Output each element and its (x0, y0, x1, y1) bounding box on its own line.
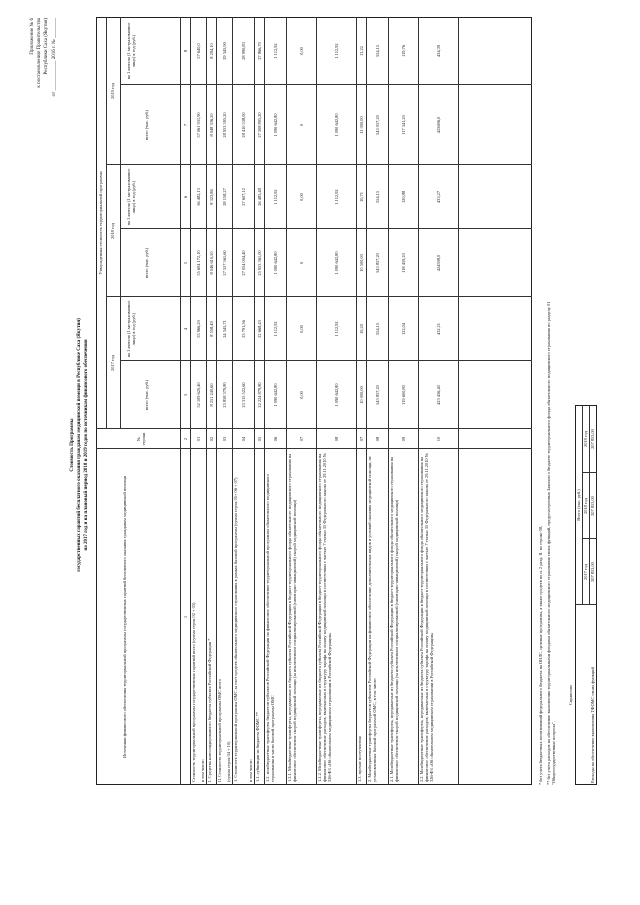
row-value-cell: 122,04 (400, 322, 406, 336)
total-2018-header: всего (тыс. руб.) (144, 247, 149, 279)
row-value-cell: 1 090 642,80 (272, 383, 278, 407)
col-num-4: 4 (183, 327, 188, 331)
row-value-cell: 1 112,92 (333, 189, 339, 205)
row-value-cell: 1 090 642,80 (272, 251, 278, 275)
source-column-header: Источники финансового обеспечения территориальной программы государственных гарантий бесплатного оказания гражданам медицинской помощи (122, 476, 127, 758)
row-label: II. Стоимость территориальной программы ОМС всего (217, 678, 222, 782)
row-value-cell: 433,27 (435, 190, 441, 204)
row-value-cell: 10,20 (358, 324, 364, 334)
row-number: 05 (256, 436, 262, 442)
col-num-7: 7 (183, 123, 188, 127)
date-line: от ____________ 2016 г. № ________ (52, 18, 57, 97)
row-value-cell: 27 866,70 (256, 42, 262, 60)
row-label: 1. Стоимость территориальной программы ОМС за счет средств обязательного медицинского страхования в рамках базовой программы (сумма строк 05+ 06 + 07) (233, 477, 238, 782)
col-num-2: 2 (183, 437, 188, 441)
reference-year-2018: 2018 год (583, 498, 588, 514)
row-value-cell: 23 315 522,60 (240, 382, 246, 408)
row-number: 07 (298, 436, 304, 442)
row-value-cell: 543 857,20 (374, 253, 380, 273)
reference-table (568, 405, 598, 785)
row-value-cell: 119 600,80 (400, 385, 406, 405)
row-value-cell: 0,00 (298, 325, 304, 333)
row-value-cell: 8 294,10 (208, 43, 214, 59)
row-value-cell: 0 (298, 261, 304, 265)
row-value-cell: 8 323,86 (208, 189, 214, 205)
row-value-cell: 0,00 (298, 391, 304, 399)
row-value-cell: 120,88 (400, 190, 406, 204)
row-value-cell: 56 482,13 (195, 188, 201, 206)
col-num-3: 3 (183, 393, 188, 397)
row-value-cell: 117 341,20 (400, 115, 406, 135)
row-value-cell: 434,39 (435, 44, 441, 58)
row-value-cell: 8 046 610,50 (208, 251, 214, 275)
row-value-cell: 10 500,00 (358, 254, 364, 272)
row-value-cell: 1 090 642,80 (333, 113, 339, 137)
reference-value-2017: 207 853,00 (590, 562, 595, 582)
row-value-cell: 28 158,27 (221, 188, 227, 206)
footnote-1: * без учета бюджетных ассигнований федерального бюджета на ОНЛС, целевые программы, а также средств по п. 2 разд. II. по строке 08, (538, 525, 543, 785)
row-value-cell: 11 000,00 (358, 116, 364, 134)
row-value-cell: 1 112,92 (272, 43, 278, 59)
reference-row-label: Расходы на обеспечение выполнения ТФОМС своих функций (590, 667, 595, 783)
row-label: 1.2.1. Межбюджетные трансферты, передаваемые из бюджета субъекта Российской Федерации в бюджет территориального фонда обязательного медицинского страхования на финансовое обеспечение скорой медицинской помощи (за исключением специализированной (санитарно-авиационной) скорой медицинской помощи) (287, 453, 297, 782)
year-2019-header: 2019 год (110, 83, 115, 99)
row-value-cell: 27 054 004,40 (240, 250, 246, 276)
row-value-cell: 27 557 561,60 (221, 250, 227, 276)
row-value-cell: 11,22 (358, 46, 364, 56)
row-value-cell: 118 459,20 (400, 253, 406, 273)
row-number-header: № строки (136, 432, 146, 446)
reference-value-2019: 207 853,00 (590, 429, 595, 449)
row-value-cell: 1 112,92 (272, 321, 278, 337)
row-value-cell: 423 456,40 (435, 385, 441, 405)
row-number: 08 (374, 436, 380, 442)
row-number: 01 (195, 436, 201, 442)
per-person-2019-header: на 1 жителя (1 застрахованное лицо) в год (руб.) (126, 22, 136, 80)
reference-year-2019: 2019 год (583, 431, 588, 447)
row-value-cell: 8 048 336,50 (208, 113, 214, 137)
reference-total-header: Всего (тыс. руб.) (576, 489, 581, 521)
row-value-cell: 27 607,12 (240, 188, 246, 206)
col-num-5: 5 (183, 261, 188, 265)
row-number: 08 (333, 436, 339, 442)
row-value-cell: 432,11 (435, 323, 441, 335)
row-value-cell: 8 251 240,60 (208, 383, 214, 407)
row-value-cell: 26 483,48 (256, 188, 262, 206)
row-number: 06 (272, 436, 278, 442)
row-value-cell: 10,71 (358, 192, 364, 202)
row-value-cell: 554,15 (374, 190, 380, 204)
row-value-cell: 1 112,92 (333, 43, 339, 59)
row-sublabel: в том числе: (200, 759, 205, 782)
footnote-2: ** без учета расходов на обеспечение выполнения территориальными фондами обязательного медицинского страхования своих функций, предусмотренных Законом о бюджете территориального фонда обязательного медицинского страхования по разделу 01 "Общегосударственные вопросы". (546, 301, 556, 785)
row-label: 2.2. Межбюджетные трансферты, передаваемые из бюджета субъекта Российской Федерации в бюджет территориального фонда обязательного медицинского страхования на финансовое обеспечение расходов, включаемых в структуру тарифа на оплату медицинской помощи в соответствии с частью 7 статьи 35 Федерального закона от 29.11.2010 № 326-ФЗ «Об обязательном медицинском страховании в Российской Федерации» (419, 453, 434, 782)
title-line-3: на 2017 год и на плановый период 2018 и 2019 годов по источникам финансового обеспечения (84, 339, 89, 551)
row-value-cell: 55 604 172,10 (195, 250, 201, 276)
row-label: Стоимость территориальной программы государственных гарантий всего (сумма строк 02 + 03) (191, 602, 196, 782)
row-value-cell: 0 (298, 123, 304, 127)
total-2017-header: всего (тыс. руб.) (144, 379, 149, 411)
row-value-cell: 1 090 642,80 (333, 251, 339, 275)
row-value-cell: 22 668,43 (256, 320, 262, 338)
republic-line: Республики Саха (Якутия) (44, 18, 49, 75)
resolution-line: к постановлению Правительства (37, 18, 42, 88)
row-value-cell: 28 953 595,20 (221, 112, 227, 138)
row-value-cell: 1 112,92 (272, 189, 278, 205)
reference-value-2018: 207 853,00 (590, 496, 595, 516)
row-number: 02 (208, 436, 214, 442)
row-value-cell: 53 966,20 (195, 320, 201, 338)
reference-year-2017: 2017 год (583, 564, 588, 580)
row-value-cell: 1 090 642,80 (333, 383, 339, 407)
row-value-cell: 52 109 620,40 (195, 382, 201, 408)
row-label: 2. Межбюджетные трансферты бюджетов субъектов Российской Федерации на финансовое обеспечение дополнительных видов и условий оказания медицинской помощи, не установленных базовой программой ОМС, в том числе: (367, 456, 377, 782)
row-label: 1.2. межбюджетные трансферты бюджетов субъектов Российской Федерации на финансовое обеспечение территориальной программы обязательного медицинского страхования в части базовой программы ОМС (265, 474, 275, 782)
year-2017-header: 2017 год (110, 355, 115, 371)
row-value-cell: 23 791,56 (240, 320, 246, 338)
row-value-cell: 10 000,00 (358, 386, 364, 404)
row-label: 1.2.2. Межбюджетные трансферты, передаваемые из бюджета субъекта Российской Федерации в бюджет территориального фонда обязательного медицинского страхования на финансовое обеспечение расходов, включаемых в структуру тарифа на оплату медицинской помощи в соответствии с частью 7 статьи 35 Федерального закона от 29.11.2010 № 326-ФЗ «Об обязательном медицинском страховании в Российской Федерации» (317, 453, 332, 782)
row-label: 1.3. прочие поступления (357, 736, 362, 782)
row-value-cell: 28 990,83 (240, 42, 246, 60)
row-sublabel: в том числе: (248, 759, 253, 782)
row-value-cell: 0,00 (298, 47, 304, 55)
row-value-cell: 0,00 (298, 193, 304, 201)
per-person-2017-header: на 1 жителя (1 застрахованное лицо) в год (руб.) (126, 300, 136, 358)
col-num-6: 6 (183, 195, 188, 199)
row-value-cell: 28 410 538,00 (240, 112, 246, 138)
row-value-cell: 543 057,20 (374, 115, 380, 135)
row-number: 09 (400, 436, 406, 442)
row-label: 1.1. субвенции из бюджета ФОМС ** (255, 711, 260, 782)
row-number: 04 (240, 436, 246, 442)
row-label: I. Средства консолидированного бюджета субъекта Российской Федерации * (207, 638, 212, 782)
cost-table (96, 17, 532, 785)
reference-title: Справочно (568, 684, 573, 706)
row-value-cell: 1 112,92 (333, 321, 339, 337)
approved-cost-header: Утвержденная стоимость территориальной программы (98, 171, 103, 275)
col-num-1: 1 (183, 615, 188, 619)
title-line-2: государственных гарантий бесплатного оказания гражданам медицинской помощи в Республике Саха (Якутия) (77, 318, 82, 572)
row-value-cell: 25 953 361,00 (256, 250, 262, 276)
row-value-cell: 554,15 (374, 44, 380, 58)
total-2019-header: всего (тыс. руб.) (144, 109, 149, 141)
row-value-cell: 1 090 642,80 (272, 113, 278, 137)
row-value-cell: 543 857,20 (374, 385, 380, 405)
row-value-cell: 22 224 879,80 (256, 382, 262, 408)
row-value-cell: 57 061 931,90 (195, 112, 201, 138)
row-value-cell: 8 558,49 (208, 321, 214, 337)
row-value-cell: 27 308 895,20 (256, 112, 262, 138)
per-person-2018-header: на 1 жителя (1 застрахованное лицо) в год (руб.) (126, 168, 136, 226)
col-num-8: 8 (183, 49, 188, 53)
row-value-cell: 425696,0 (435, 116, 441, 134)
row-number: 07 (358, 436, 364, 442)
row-label: 2.1. Межбюджетные трансферты, передаваемые из бюджета субъекта Российской Федерации в бюджет территориального фонда обязательного медицинского страхования на финансовое обеспечение скорой медицинской помощи (за исключением специализированной (санитарно-авиационной) скорой медицинской помощи) (389, 457, 399, 782)
row-value-cell: 29 345,90 (221, 42, 227, 60)
row-value-cell: 424598,0 (435, 254, 441, 272)
row-number: 10 (435, 436, 441, 442)
row-value-cell: 57 640,0 (195, 43, 201, 59)
row-value-cell: 554,15 (374, 322, 380, 336)
row-value-cell: 23 858 379,80 (221, 382, 227, 408)
row-number: 03 (221, 436, 227, 442)
year-2018-header: 2018 год (110, 223, 115, 239)
title-line-1: Стоимость Программы (70, 418, 75, 472)
table-body (190, 17, 532, 785)
appendix-number: Приложение № 6 (30, 18, 35, 55)
row-sublabel: (сумма строк 04 + 10) (226, 741, 231, 782)
row-value-cell: 119,76 (400, 45, 406, 57)
row-value-cell: 24 345,71 (221, 320, 227, 338)
